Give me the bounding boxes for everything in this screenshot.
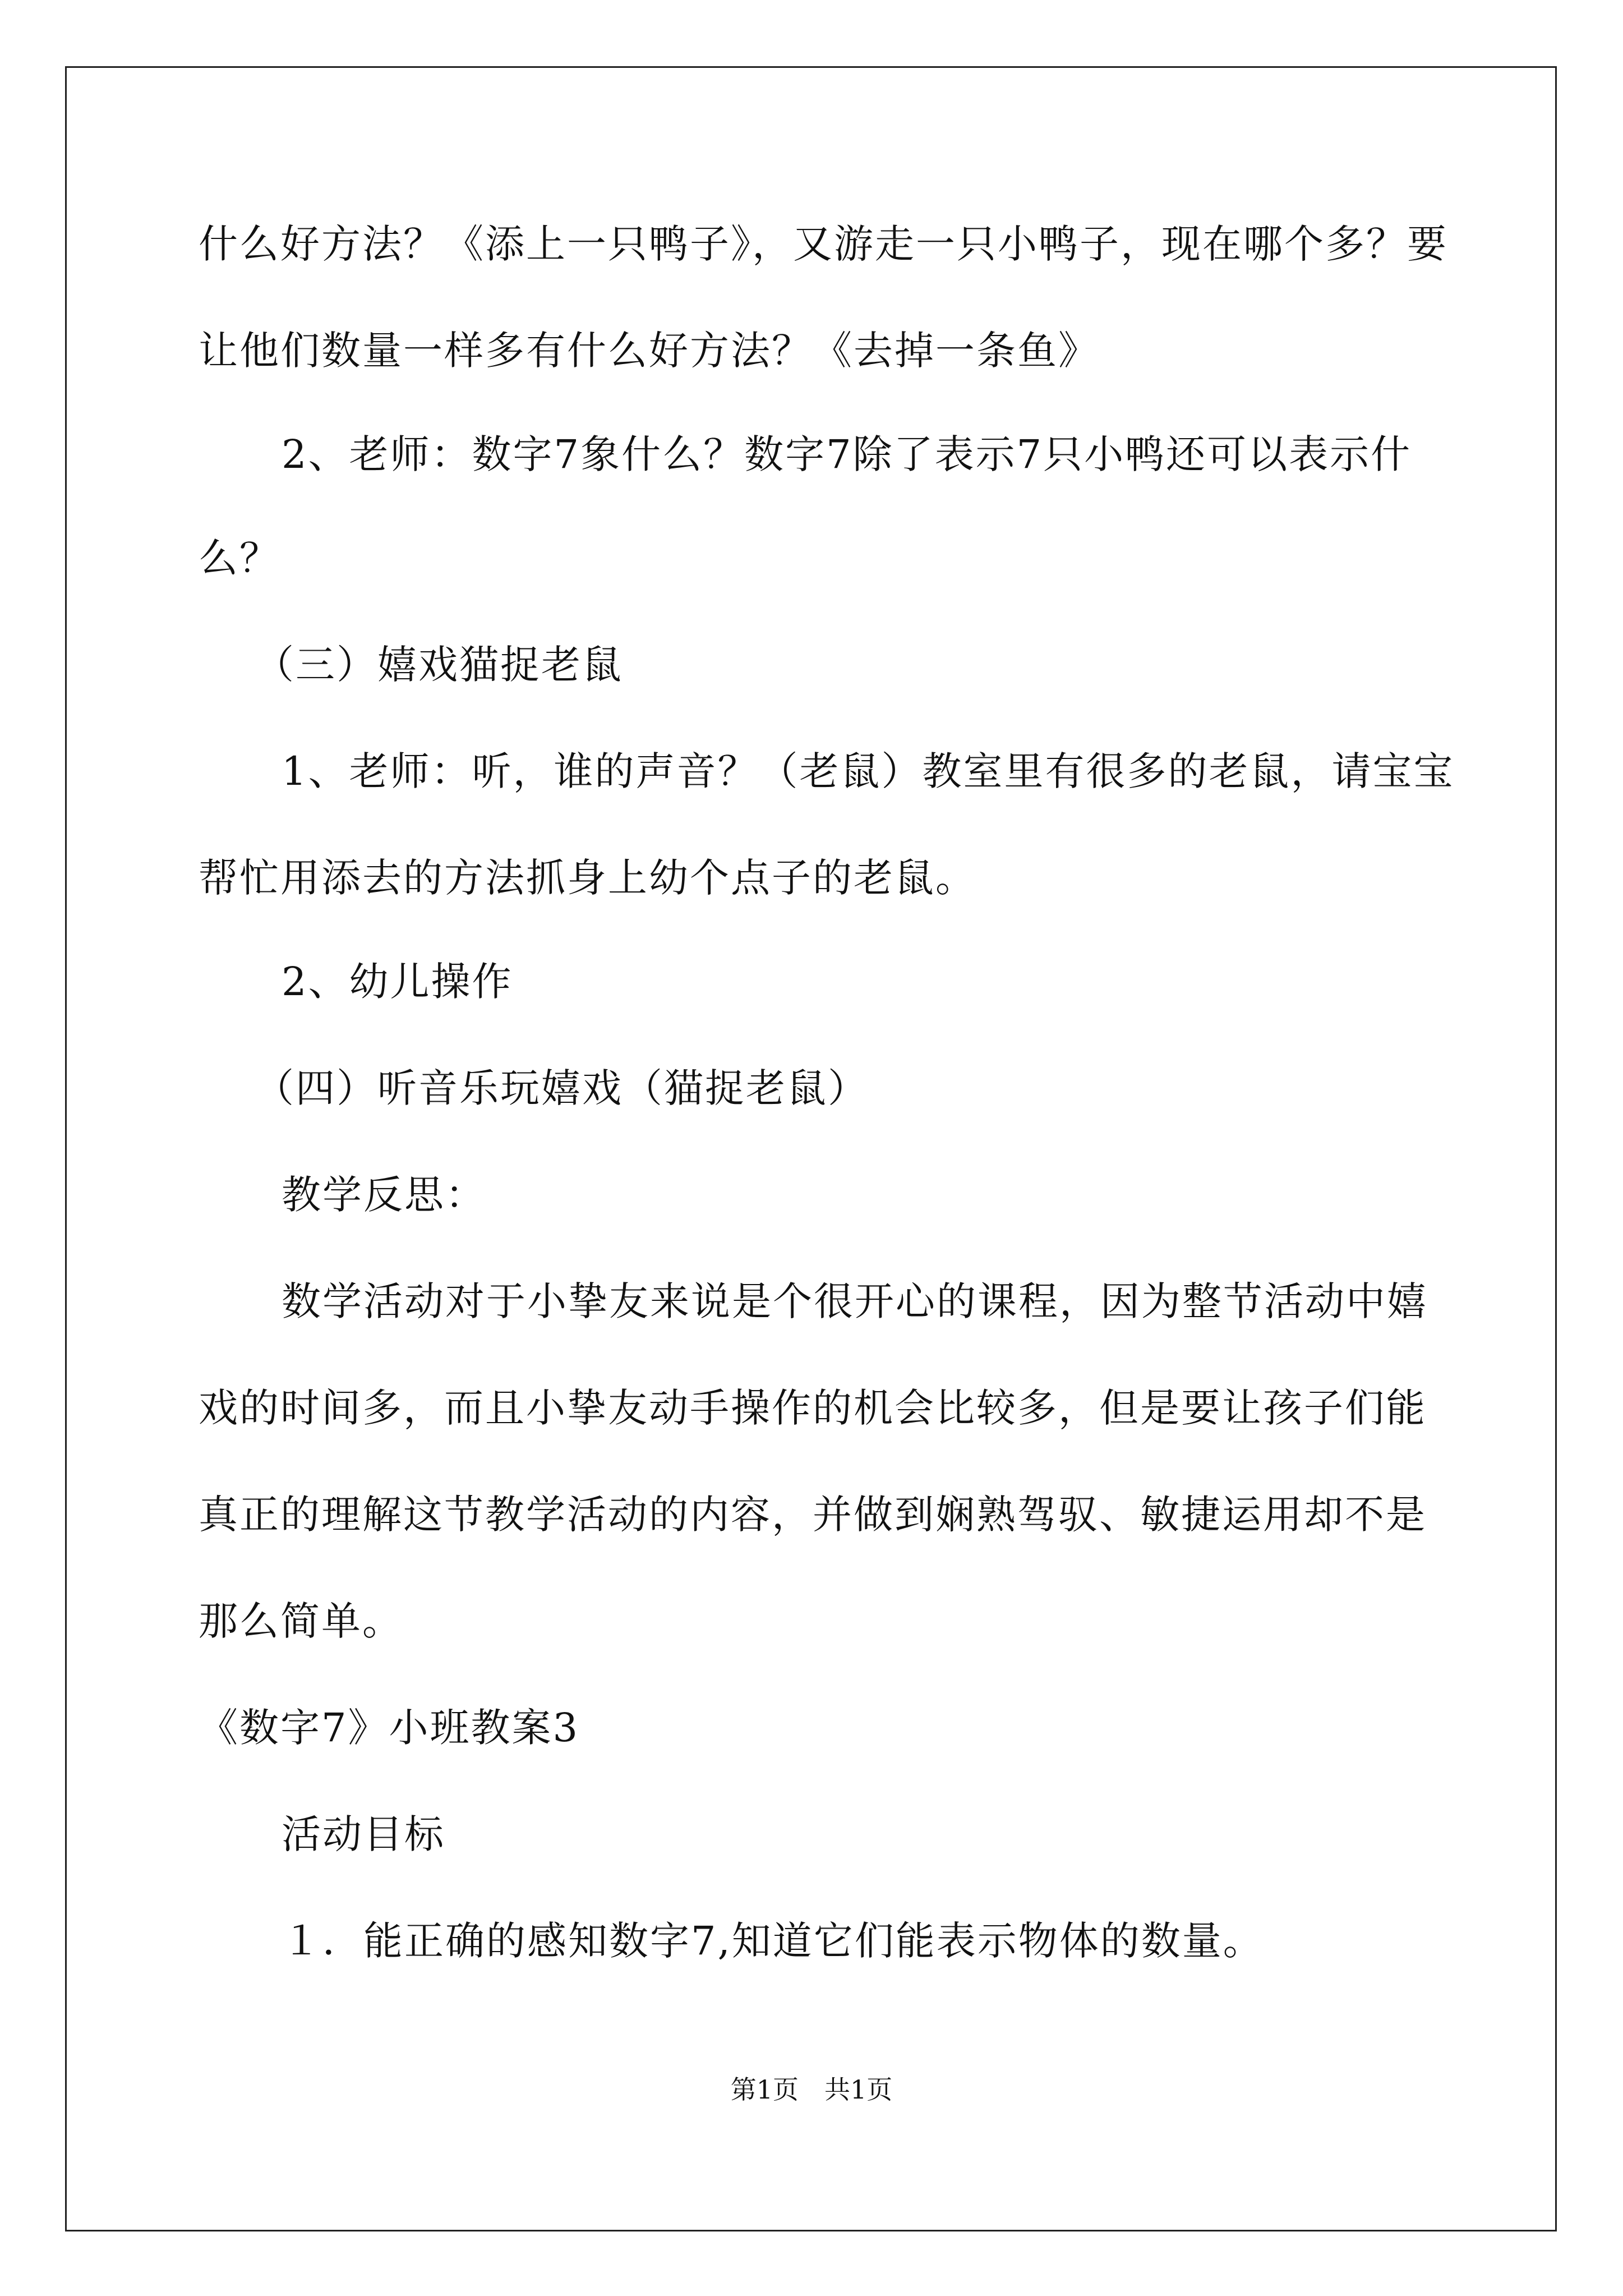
paragraph-line: 1、老师：听，谁的声音？（老鼠）教室里有很多的老鼠，请宝宝 xyxy=(282,748,1455,794)
page-border xyxy=(65,66,1557,2231)
document-title: 《数字7》小班教案3 xyxy=(199,1705,580,1751)
section-heading: 教学反思： xyxy=(282,1172,486,1218)
paragraph-line: 数学活动对于小挚友来说是个很开心的课程，因为整节活动中嬉 xyxy=(282,1278,1428,1324)
paragraph-line: 戏的时间多，而且小挚友动手操作的机会比较多，但是要让孩子们能 xyxy=(199,1385,1427,1431)
section-heading: 活动目标 xyxy=(282,1811,445,1857)
paragraph-line: 2、幼儿操作 xyxy=(282,959,513,1005)
paragraph-line: 真正的理解这节教学活动的内容，并做到娴熟驾驭、敏捷运用却不是 xyxy=(199,1492,1427,1538)
paragraph-line: 让他们数量一样多有什么好方法？《去掉一条鱼》 xyxy=(199,328,1099,374)
list-item: １．能正确的感知数字7,知道它们能表示物体的数量。 xyxy=(282,1918,1264,1964)
paragraph-line: 2、老师：数字7象什么？数字7除了表示7只小鸭还可以表示什 xyxy=(282,431,1412,477)
paragraph-line: 那么简单。 xyxy=(199,1598,403,1644)
section-heading: （四）听音乐玩嬉戏（猫捉老鼠） xyxy=(255,1065,869,1111)
page-number-footer: 第1页 共1页 xyxy=(730,2074,893,2105)
paragraph-line: 什么好方法？《添上一只鸭子》，又游走一只小鸭子，现在哪个多？要 xyxy=(199,221,1448,267)
paragraph-line: 么？ xyxy=(199,535,280,581)
section-heading: （三）嬉戏猫捉老鼠 xyxy=(255,642,623,688)
paragraph-line: 帮忙用添去的方法抓身上幼个点子的老鼠。 xyxy=(199,855,976,901)
